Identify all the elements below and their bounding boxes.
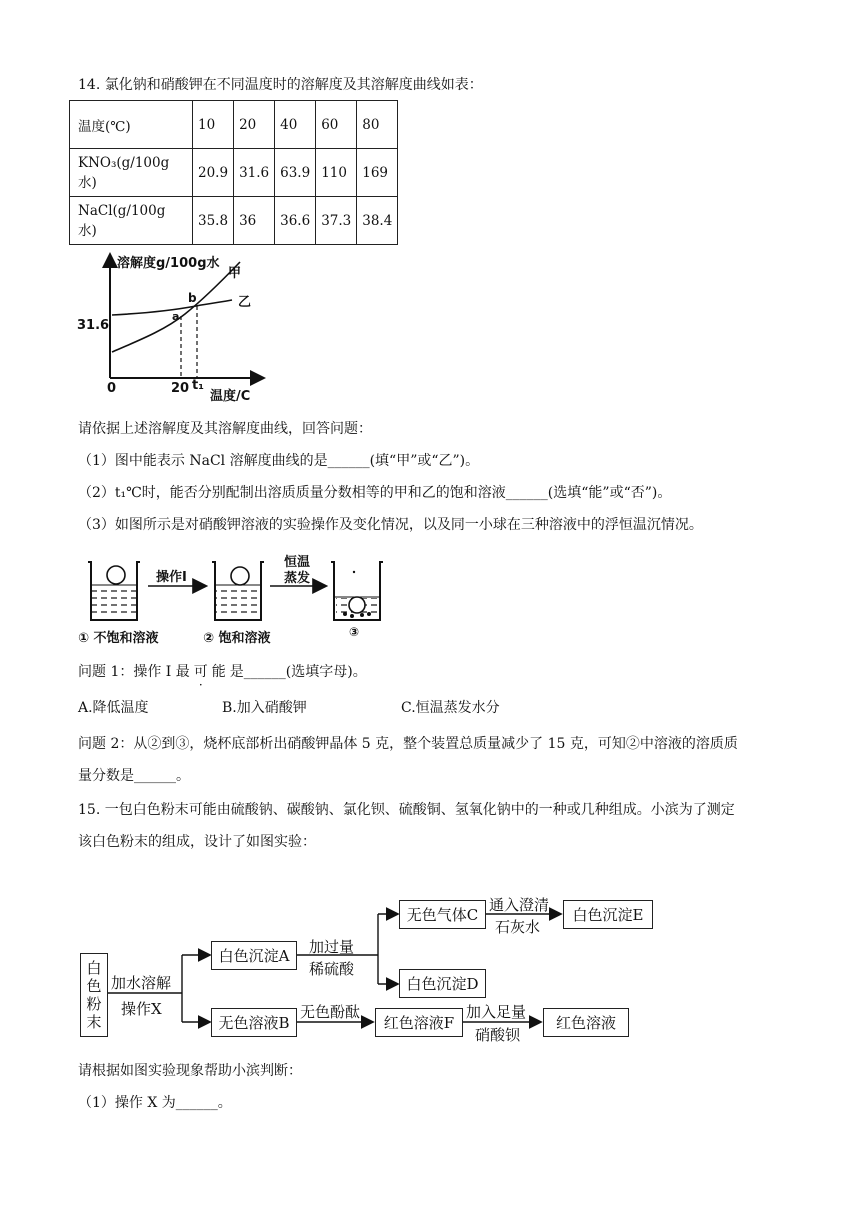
table-cell: 169	[357, 149, 398, 197]
option-b: B.加入硝酸钾	[222, 700, 307, 716]
graph-label-yi: 乙	[238, 295, 252, 310]
table-cell: 20.9	[193, 149, 234, 197]
flow-step3-top: 通入澄清	[489, 896, 550, 914]
q15-sub1: （1）操作 X 为______。	[78, 1095, 232, 1111]
beaker-label-1: ① 不饱和溶液	[78, 631, 159, 646]
table-cell: 36.6	[275, 197, 316, 245]
flow-step2-bottom: 稀硫酸	[309, 960, 355, 978]
problem1-text-b: 是______(选填字母)。	[229, 664, 367, 680]
table-cell: 60	[316, 101, 357, 149]
q14-intro: 请依据上述溶解度及其溶解度曲线，回答问题：	[78, 421, 372, 437]
powder-char: 色	[86, 977, 102, 995]
table-cell: KNO₃(g/100g 水)	[70, 149, 193, 197]
q14-sub3: （3）如图所示是对硝酸钾溶液的实验操作及变化情况，以及同一小球在三种溶液中的浮恒温沉情况。	[78, 517, 703, 533]
beaker-label-2: ② 饱和溶液	[203, 631, 271, 646]
q14-problem2-line2: 量分数是______。	[78, 768, 190, 784]
q14-stem: 14. 氯化钠和硝酸钾在不同温度时的溶解度及其溶解度曲线如表：	[78, 77, 483, 93]
table-cell: 温度(℃)	[70, 101, 193, 149]
beaker-2	[212, 562, 264, 620]
q15-intro: 请根据如图实验现象帮助小滨判断：	[78, 1063, 302, 1079]
flow-solution-b: 无色溶液B	[211, 1008, 297, 1037]
beaker-op2-line2: 蒸发	[284, 571, 311, 586]
flow-precipitate-e: 白色沉淀E	[563, 900, 653, 929]
table-cell: NaCl(g/100g 水)	[70, 197, 193, 245]
q14-sub1: （1）图中能表示 NaCl 溶解度曲线的是______(填“甲”或“乙”)。	[78, 453, 480, 469]
table-cell: 10	[193, 101, 234, 149]
table-cell: 36	[234, 197, 275, 245]
table-row	[70, 197, 398, 245]
beaker-1	[88, 562, 140, 620]
table-cell: 40	[275, 101, 316, 149]
curve-jia	[112, 262, 240, 352]
q15-stem-line1: 15. 一包白色粉末可能由硫酸钠、碳酸钠、氯化钡、硫酸铜、氢氧化钠中的一种或几种组成。小滨为了测定	[78, 802, 735, 818]
q15-stem-line2: 该白色粉末的组成，设计了如图实验：	[78, 834, 316, 850]
graph-point-b: b	[188, 291, 197, 305]
graph-ytick: 31.6	[77, 318, 110, 333]
q14-problem2-line1: 问题 2：从②到③，烧杯底部析出硝酸钾晶体 5 克，整个装置总质量减少了 15 克，可知②中溶液的溶质质	[78, 736, 738, 752]
powder-char: 粉	[86, 995, 102, 1013]
graph-xtick-20: 20	[171, 381, 190, 396]
flow-red-solution: 红色溶液	[543, 1008, 629, 1037]
flow-white-powder	[80, 953, 108, 1037]
flow-precipitate-a: 白色沉淀A	[211, 941, 297, 970]
table-cell: 110	[316, 149, 357, 197]
graph-ylabel: 溶解度g/100g水	[117, 256, 220, 271]
q14-sub2: （2）t₁℃时，能否分别配制出溶质质量分数相等的甲和乙的饱和溶液______(选填“能”或“否”)。	[78, 485, 672, 501]
table-cell: 31.6	[234, 149, 275, 197]
flow-gas-c: 无色气体C	[399, 900, 486, 929]
solubility-table	[69, 100, 398, 245]
beaker-op1: 操作Ⅰ	[156, 570, 187, 585]
table-cell: 37.3	[316, 197, 357, 245]
q14-problem1	[78, 661, 367, 681]
flow-step3-bottom: 石灰水	[495, 918, 541, 936]
graph-xtick-t1: t₁	[192, 378, 204, 393]
flow-step5-bottom: 硝酸钡	[475, 1026, 521, 1044]
table-cell: 80	[357, 101, 398, 149]
option-c: C.恒温蒸发水分	[401, 700, 500, 716]
graph-label-jia: 甲	[228, 266, 242, 281]
flow-step1-bottom: 操作X	[121, 1000, 162, 1018]
graph-origin: 0	[107, 381, 117, 396]
flow-step4: 无色酚酞	[300, 1003, 361, 1021]
powder-char: 白	[86, 959, 102, 977]
table-cell: 38.4	[357, 197, 398, 245]
option-a: A.降低温度	[78, 700, 149, 716]
flow-precipitate-d: 白色沉淀D	[399, 969, 486, 998]
flow-step1-top: 加水溶解	[111, 974, 172, 992]
graph-point-a: a	[172, 310, 180, 323]
flow-step5-top: 加入足量	[466, 1003, 527, 1021]
flow-step2-top: 加过量	[309, 938, 355, 956]
problem1-text-a: 问题 1：操作 I	[78, 664, 176, 680]
problem1-emphasis: 最可能	[175, 664, 230, 680]
table-row	[70, 149, 398, 197]
graph-xlabel: 温度/C	[210, 389, 251, 404]
beaker-op2-line1: 恒温	[284, 555, 311, 570]
table-cell: 35.8	[193, 197, 234, 245]
table-row	[70, 101, 398, 149]
flow-solution-f: 红色溶液F	[375, 1008, 463, 1037]
beaker-label-3: ③	[349, 625, 360, 639]
table-cell: 20	[234, 101, 275, 149]
powder-char: 末	[86, 1013, 102, 1031]
table-cell: 63.9	[275, 149, 316, 197]
beaker-3	[331, 562, 383, 620]
